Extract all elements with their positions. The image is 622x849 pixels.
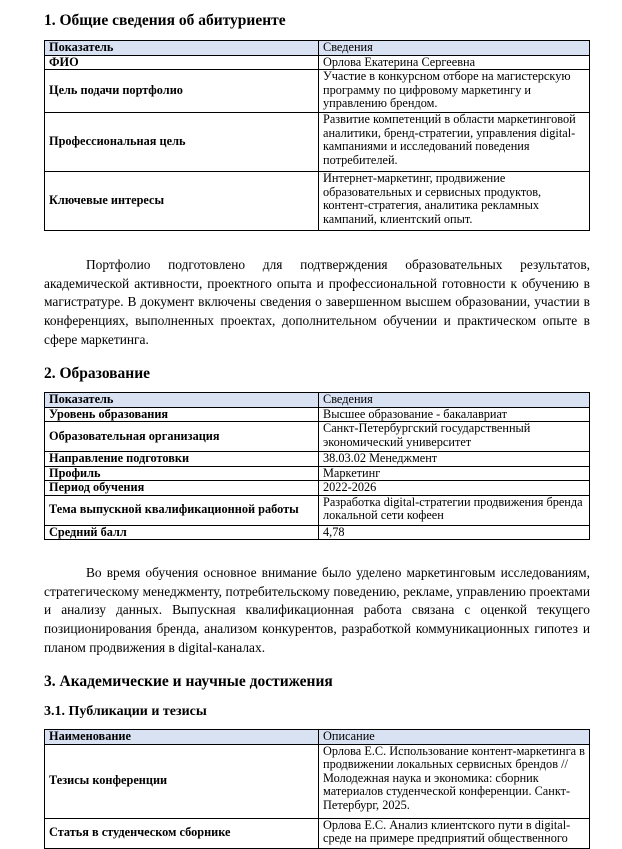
row-value: Маркетинг [319,466,590,481]
row-key: Образовательная организация [45,422,319,452]
table-row [45,818,590,848]
row-value: Интернет-маркетинг, продвижение образовательных и сервисных продуктов, контент-стратегия, аналитика рекламных кампаний, клиентский опыт. [319,172,590,231]
row-value: Орлова Е.С. Использование контент-маркетинга в продвижении локальных сервисных брендов // Молодежная наука и экономика: сборник материалов студенческой конференции. Санкт-Петербург, 2025. [319,744,590,818]
row-key: Период обучения [45,481,319,496]
table-header-row [45,41,590,56]
table-row [45,452,590,467]
row-key: Направление подготовки [45,452,319,467]
applicant-info-table [44,40,590,231]
row-value: Орлова Екатерина Сергеевна [319,55,590,70]
row-value: Участие в конкурсном отборе на магистерскую программу по цифровому маркетингу и управлению брендом. [319,70,590,113]
table-row [45,495,590,525]
row-key: Тема выпускной квалификационной работы [45,495,319,525]
row-key: Профиль [45,466,319,481]
table-row [45,744,590,818]
publications-table [44,729,590,849]
row-value: 38.03.02 Менеджмент [319,452,590,467]
table-row [45,481,590,496]
row-key: Тезисы конференции [45,744,319,818]
row-key: Цель подачи портфолио [45,70,319,113]
row-value: 4,78 [319,525,590,540]
table-row [45,466,590,481]
subsection-title: 3.1. Публикации и тезисы [44,704,207,719]
column-header: Описание [319,730,590,745]
row-value: Орлова Е.С. Анализ клиентского пути в digital-среде на примере предприятий общественного [319,818,590,848]
row-value: Развитие компетенций в области маркетинговой аналитики, бренд-стратегии, управления digital-кампаниями и исследований поведения потребителей. [319,113,590,172]
section-title: 1. Общие сведения об абитуриенте [44,12,286,29]
table-row [45,113,590,172]
row-key: Уровень образования [45,407,319,422]
row-key: ФИО [45,55,319,70]
column-header: Показатель [45,41,319,56]
table-row [45,172,590,231]
table-header-row [45,393,590,408]
table-row [45,422,590,452]
education-paragraph: Во время обучения основное внимание было уделено маркетинговым исследованиям, стратегическому менеджменту, потребительскому поведению, рекламе, управлению проектами и анализу данных. Выпускная квалификационная работа связана с оценкой текущего позиционирования бренда, анализом конкурентов, разработкой коммуникационных гипотез и планом продвижения в digital-каналах. [44,565,590,655]
row-key: Статья в студенческом сборнике [45,818,319,848]
row-value: Разработка digital-стратегии продвижения бренда локальной сети кофеен [319,495,590,525]
row-key: Профессиональная цель [45,113,319,172]
row-key: Средний балл [45,525,319,540]
row-value: 2022-2026 [319,481,590,496]
row-key: Ключевые интересы [45,172,319,231]
column-header: Сведения [319,393,590,408]
column-header: Показатель [45,393,319,408]
row-value: Высшее образование - бакалавриат [319,407,590,422]
intro-paragraph: Портфолио подготовлено для подтверждения образовательных результатов, академической активности, проектного опыта и профессиональной готовности к обучению в магистратуре. В документ включены сведения о завершенном высшем образовании, участии в конференциях, выполненных проектах, дополнительном обучении и практическом опыте в сфере маркетинга. [44,257,590,347]
section-title: 2. Образование [44,365,151,382]
table-row [45,70,590,113]
table-row [45,55,590,70]
column-header: Сведения [319,41,590,56]
column-header: Наименование [45,730,319,745]
table-header-row [45,730,590,745]
education-table [44,392,590,540]
row-value: Санкт-Петербургский государственный экономический университет [319,422,590,452]
section-title: 3. Академические и научные достижения [44,673,333,690]
table-row [45,525,590,540]
table-row [45,407,590,422]
